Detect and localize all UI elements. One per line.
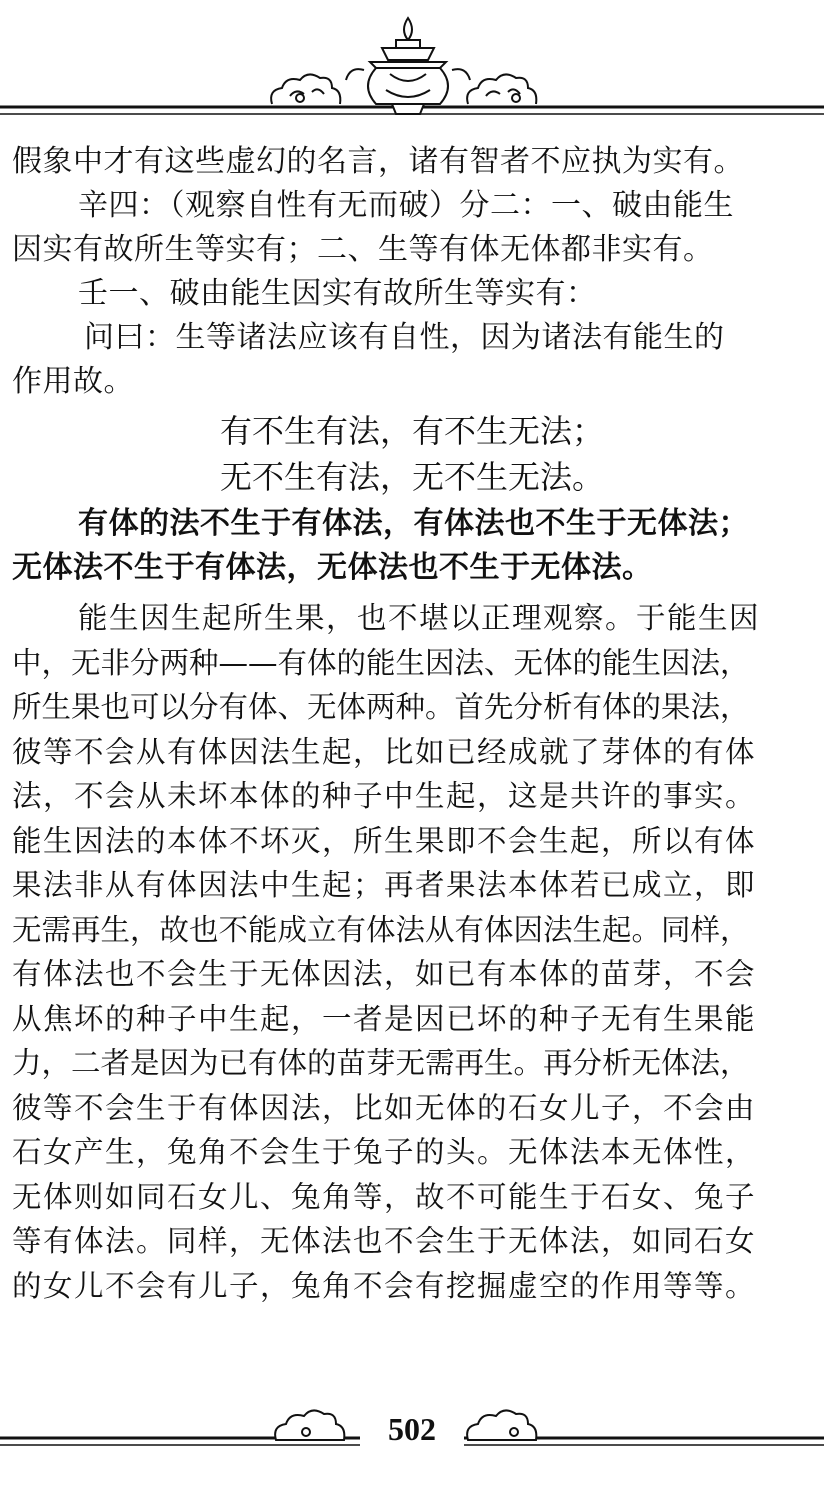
verse-line-2: 无不生有法，无不生无法。: [219, 458, 604, 496]
treasure-vase-icon: [346, 18, 470, 114]
verse-line-1: 有不生有法，有不生无法；: [219, 412, 604, 450]
paragraph-line: 能生因生起所生果，也不堪以正理观察。于能生因: [78, 601, 761, 635]
header-ornament: [0, 0, 824, 130]
paragraph-line: 有体法也不会生于无体因法，如已有本体的苗芽，不会: [12, 957, 757, 991]
paragraph-line: 能生因法的本体不坏灭，所生果即不会生起，所以有体: [12, 823, 757, 858]
cloud-left-icon: [271, 74, 340, 104]
cloud-right-icon: [467, 74, 536, 104]
text-line: 假象中才有这些虚幻的名言，诸有智者不应执为实有。: [12, 144, 744, 179]
paragraph-line: 无体则如同石女儿、兔角等，故不可能生于石女、兔子: [12, 1179, 757, 1214]
page-body: [12, 140, 812, 1308]
paragraph-line: 中，无非分两种——有体的能生因法、无体的能生因法，: [12, 645, 750, 680]
paragraph-line: 的女儿不会有儿子，兔角不会有挖掘虚空的作用等等。: [12, 1268, 757, 1303]
question-line: 问曰：生等诸法应该有自性，因为诸法有能生的: [84, 320, 725, 355]
paragraph-line: 彼等不会从有体因法生起，比如已经成就了芽体的有体: [12, 734, 757, 769]
paragraph-line: 无需再生，故也不能成立有体法从有体因法生起。同样，: [12, 912, 750, 947]
paragraph-line: 从焦坏的种子中生起，一者是因已坏的种子无有生果能: [12, 1001, 757, 1036]
paragraph-line: 石女产生，兔角不会生于兔子的头。无体法本无体性，: [12, 1135, 757, 1169]
subsection-heading: 壬一、破由能生因实有故所生等实有：: [78, 276, 597, 311]
paragraph-line: 等有体法。同样，无体法也不会生于无体法，如同石女: [12, 1224, 757, 1258]
page-number: 502: [388, 1411, 436, 1447]
question-line-continued: 作用故。: [12, 364, 134, 399]
paragraph-line: 法，不会从未坏本体的种子中生起，这是共许的事实。: [12, 779, 757, 813]
paragraph-line: 彼等不会生于有体因法，比如无体的石女儿子，不会由: [12, 1090, 757, 1125]
paragraph-line: 所生果也可以分有体、无体两种。首先分析有体的果法，: [12, 690, 750, 724]
verse-translation-line-2: 无体法不生于有体法，无体法也不生于无体法。: [12, 550, 653, 585]
section-heading: 辛四：（观察自性有无而破）分二：一、破由能生: [78, 188, 734, 223]
paragraph-line: 果法非从有体因法中生起；再者果法本体若已成立，即: [12, 868, 757, 902]
verse-translation-line-1: 有体的法不生于有体法，有体法也不生于无体法；: [78, 506, 749, 541]
page-header: [0, 0, 824, 130]
paragraph-line: 力，二者是因为已有体的苗芽无需再生。再分析无体法，: [12, 1046, 750, 1080]
section-heading-continued: 因实有故所生等实有；二、生等有体无体都非实有。: [12, 232, 714, 267]
